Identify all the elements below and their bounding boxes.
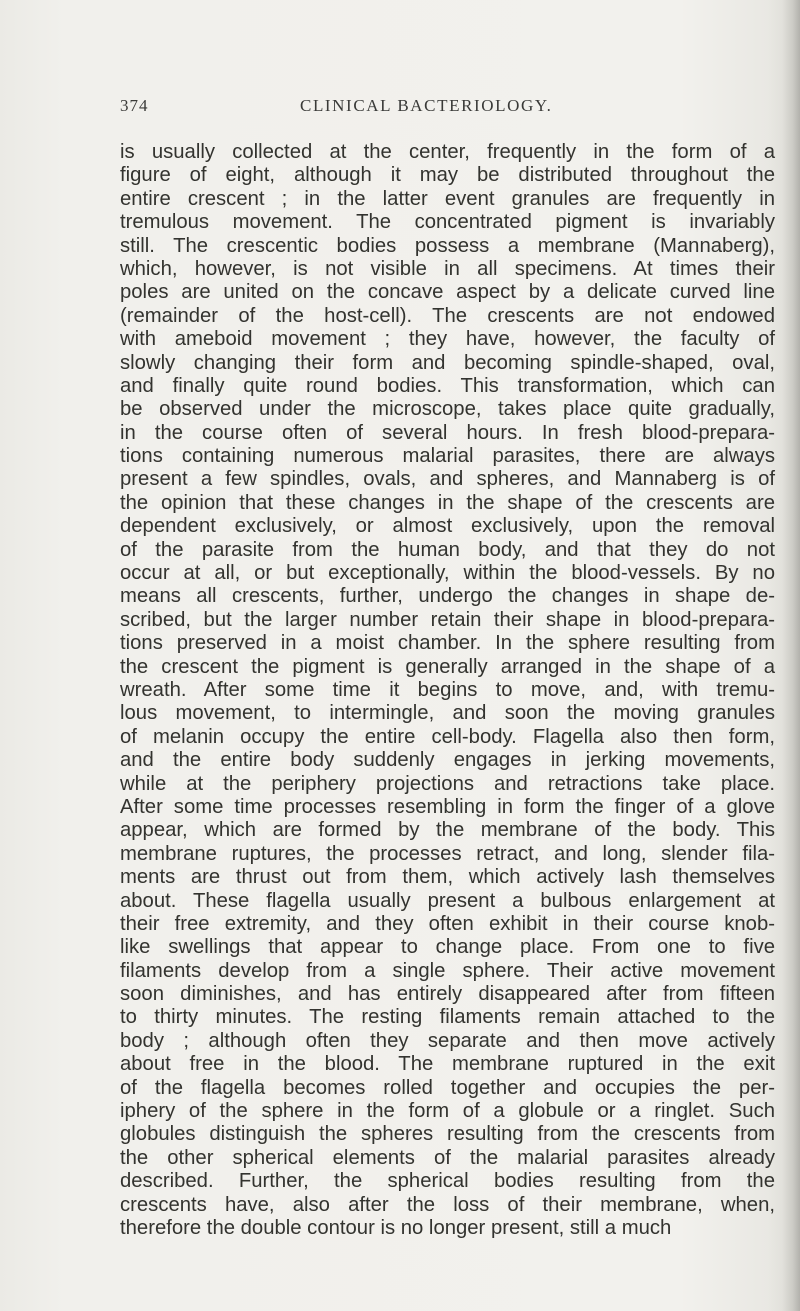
- text-line: occur at all, or but exceptionally, within the blood-vessels. By no: [120, 562, 775, 585]
- text-line: be observed under the microscope, takes place quite gradually,: [120, 398, 775, 421]
- text-line: iphery of the sphere in the form of a globule or a ringlet. Such: [120, 1100, 775, 1123]
- text-line: to thirty minutes. The resting filaments remain attached to the: [120, 1006, 775, 1029]
- text-line: the crescent the pigment is generally arranged in the shape of a: [120, 655, 775, 678]
- text-line: of the flagella becomes rolled together and occupies the per-: [120, 1076, 775, 1099]
- text-line: dependent exclusively, or almost exclusively, upon the removal: [120, 515, 775, 538]
- text-line: the opinion that these changes in the shape of the crescents are: [120, 491, 775, 514]
- text-line: After some time processes resembling in form the finger of a glove: [120, 795, 775, 818]
- text-line: of melanin occupy the entire cell-body. Flagella also then form,: [120, 725, 775, 748]
- text-line: figure of eight, although it may be distributed throughout the: [120, 164, 775, 187]
- text-line: slowly changing their form and becoming spindle-shaped, oval,: [120, 351, 775, 374]
- text-line: therefore the double contour is no longer present, still a much: [120, 1216, 672, 1239]
- text-line: which, however, is not visible in all specimens. At times their: [120, 257, 775, 280]
- text-line: present a few spindles, ovals, and spheres, and Mannaberg is of: [120, 468, 775, 491]
- text-line: crescents have, also after the loss of their membrane, when,: [120, 1193, 775, 1216]
- text-line: means all crescents, further, undergo the changes in shape de-: [120, 585, 775, 608]
- text-line: poles are united on the concave aspect by a delicate curved line: [120, 281, 775, 304]
- text-line: the other spherical elements of the malarial parasites already: [120, 1146, 775, 1169]
- text-line: like swellings that appear to change place. From one to five: [120, 936, 775, 959]
- text-line: and the entire body suddenly engages in jerking movements,: [120, 749, 775, 772]
- text-line: appear, which are formed by the membrane of the body. This: [120, 819, 775, 842]
- text-line: body ; although often they separate and then move actively: [120, 1029, 775, 1052]
- running-title: CLINICAL BACTERIOLOGY.: [300, 96, 553, 115]
- text-line: scribed, but the larger number retain their shape in blood-prepara-: [120, 608, 775, 631]
- page-number: 374: [120, 96, 149, 115]
- text-line: is usually collected at the center, frequently in the form of a: [120, 141, 775, 163]
- text-line: (remainder of the host-cell). The crescents are not endowed: [120, 304, 775, 327]
- text-line: soon diminishes, and has entirely disappeared after from fifteen: [120, 983, 775, 1006]
- text-line: with ameboid movement ; they have, however, the faculty of: [120, 328, 775, 351]
- text-line: about free in the blood. The membrane ruptured in the exit: [120, 1053, 775, 1076]
- text-line: their free extremity, and they often exhibit in their course knob-: [120, 912, 775, 935]
- text-line: membrane ruptures, the processes retract, and long, slender fila-: [120, 842, 775, 865]
- text-line: tions preserved in a moist chamber. In the sphere resulting from: [120, 632, 775, 655]
- text-line: entire crescent ; in the latter event granules are frequently in: [120, 187, 775, 210]
- text-line: while at the periphery projections and retractions take place.: [120, 772, 775, 795]
- text-line: in the course often of several hours. In fresh blood-prepara-: [120, 421, 775, 444]
- text-line: globules distinguish the spheres resulting from the crescents from: [120, 1123, 775, 1146]
- body-paragraph: [120, 141, 775, 1240]
- text-line: ments are thrust out from them, which actively lash themselves: [120, 866, 775, 889]
- text-line: described. Further, the spherical bodies resulting from the: [120, 1170, 775, 1193]
- page-edge-shadow: [782, 0, 800, 1311]
- text-line: filaments develop from a single sphere. Their active movement: [120, 959, 775, 982]
- text-line: about. These flagella usually present a bulbous enlargement at: [120, 889, 775, 912]
- text-line: of the parasite from the human body, and that they do not: [120, 538, 775, 561]
- text-line: tremulous movement. The concentrated pigment is invariably: [120, 211, 775, 234]
- running-head: [0, 96, 800, 126]
- text-line: lous movement, to intermingle, and soon the moving granules: [120, 702, 775, 725]
- text-line: tions containing numerous malarial parasites, there are always: [120, 445, 775, 468]
- text-line: wreath. After some time it begins to move, and, with tremu-: [120, 678, 775, 701]
- text-line: and finally quite round bodies. This transformation, which can: [120, 374, 775, 397]
- text-line: still. The crescentic bodies possess a membrane (Mannaberg),: [120, 234, 775, 257]
